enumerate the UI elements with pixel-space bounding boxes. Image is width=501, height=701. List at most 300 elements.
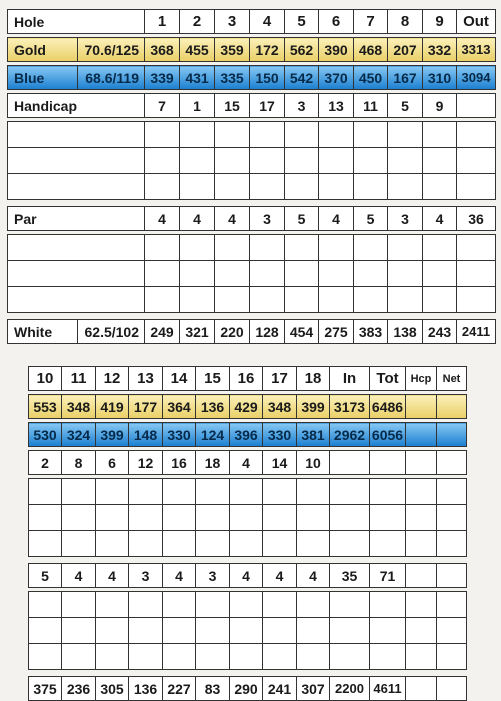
blue-tee-row [29,423,467,447]
score-cell[interactable] [370,618,406,644]
par-value: 5 [354,207,388,231]
white-yardage: 128 [250,320,285,344]
score-entry-row [29,505,467,531]
score-cell[interactable] [263,479,297,505]
gold-yardage: 348 [263,395,297,419]
score-cell[interactable] [250,122,285,148]
hole-number: 7 [354,10,388,34]
gold-yardage: 348 [62,395,96,419]
white-yardage: 321 [180,320,215,344]
score-cell[interactable] [263,531,297,557]
score-cell[interactable] [163,618,196,644]
blue-in-total: 2962 [330,423,370,447]
score-cell[interactable] [96,592,129,618]
hcp-label: Hcp [406,367,437,391]
hole-number: 16 [230,367,263,391]
score-cell[interactable] [406,644,437,670]
score-cell[interactable] [406,531,437,557]
score-cell[interactable] [129,531,163,557]
score-cell[interactable] [250,287,285,313]
par-value: 5 [29,564,62,588]
player-name-cell[interactable] [8,287,145,313]
score-entry-row [29,592,467,618]
blue-yardage: 530 [29,423,62,447]
white-yardage: 138 [388,320,423,344]
score-cell[interactable] [62,479,96,505]
score-cell[interactable] [29,618,62,644]
handicap-value: 11 [354,94,388,118]
score-cell[interactable] [297,618,330,644]
hole-number: 15 [196,367,230,391]
score-entry-row [29,531,467,557]
white-yardage: 236 [62,677,96,701]
blue-yardage: 330 [263,423,297,447]
score-cell[interactable] [263,644,297,670]
score-cell[interactable] [145,287,180,313]
score-cell[interactable] [163,644,196,670]
score-entry-row [8,122,496,148]
player-name-cell[interactable] [8,261,145,287]
handicap-value: 13 [319,94,354,118]
score-cell[interactable] [230,479,263,505]
score-cell[interactable] [129,479,163,505]
score-cell[interactable] [285,261,319,287]
blue-yardage: 381 [297,423,330,447]
score-cell[interactable] [250,261,285,287]
score-cell[interactable] [423,122,457,148]
blue-out-total: 3094 [457,66,496,90]
score-cell[interactable] [319,287,354,313]
score-cell[interactable] [129,505,163,531]
score-cell[interactable] [370,479,406,505]
handicap-hcp [406,451,437,475]
score-cell[interactable] [297,644,330,670]
gold-tee-row [29,395,467,419]
score-cell[interactable] [196,505,230,531]
score-cell[interactable] [437,479,467,505]
score-cell[interactable] [406,479,437,505]
par-hcp [406,564,437,588]
score-cell[interactable] [319,148,354,174]
score-cell[interactable] [29,505,62,531]
score-cell[interactable] [285,235,319,261]
score-cell[interactable] [230,618,263,644]
hole-number: 11 [62,367,96,391]
score-cell[interactable] [96,505,129,531]
score-cell[interactable] [62,592,96,618]
blue-yardage: 396 [230,423,263,447]
score-cell[interactable] [388,287,423,313]
score-cell[interactable] [263,618,297,644]
white-tee-label: White [8,320,78,344]
score-cell[interactable] [437,644,467,670]
score-cell[interactable] [96,479,129,505]
score-entry-row [8,261,496,287]
gold-yardage: 172 [250,38,285,62]
score-cell[interactable] [406,505,437,531]
white-grand-total: 4611 [370,677,406,701]
score-cell[interactable] [163,592,196,618]
score-cell[interactable] [354,235,388,261]
score-cell[interactable] [196,531,230,557]
score-cell[interactable] [457,174,496,200]
white-yardage: 305 [96,677,129,701]
hole-number: 18 [297,367,330,391]
score-cell[interactable] [370,531,406,557]
score-cell[interactable] [163,505,196,531]
score-cell[interactable] [437,505,467,531]
gold-yardage: 429 [230,395,263,419]
par-value: 4 [319,207,354,231]
score-cell[interactable] [196,592,230,618]
hole-number: 5 [285,10,319,34]
handicap-value: 6 [96,451,129,475]
handicap-value: 9 [423,94,457,118]
score-cell[interactable] [285,174,319,200]
hole-number: 9 [423,10,457,34]
score-cell[interactable] [330,592,370,618]
score-cell[interactable] [180,174,215,200]
score-entry-row [29,479,467,505]
white-yardage: 136 [129,677,163,701]
white-yardage: 243 [423,320,457,344]
handicap-value: 16 [163,451,196,475]
score-cell[interactable] [230,505,263,531]
par-value: 3 [196,564,230,588]
handicap-value: 14 [263,451,297,475]
score-cell[interactable] [215,235,250,261]
handicap-value: 3 [285,94,319,118]
handicap-out [457,94,496,118]
score-cell[interactable] [388,148,423,174]
par-out-total: 36 [457,207,496,231]
hole-number: 10 [29,367,62,391]
par-value: 4 [230,564,263,588]
score-cell[interactable] [437,592,467,618]
handicap-value: 4 [230,451,263,475]
score-cell[interactable] [297,531,330,557]
score-entry-row [29,644,467,670]
par-value: 3 [129,564,163,588]
net-label: Net [437,367,467,391]
white-yardage: 290 [230,677,263,701]
player-name-cell[interactable] [8,148,145,174]
score-cell[interactable] [62,531,96,557]
handicap-row [8,94,496,118]
player-name-cell[interactable] [8,235,145,261]
score-cell[interactable] [297,479,330,505]
handicap-value: 2 [29,451,62,475]
gold-hcp-cell [406,395,437,419]
score-cell[interactable] [285,148,319,174]
score-cell[interactable] [62,618,96,644]
score-cell[interactable] [388,122,423,148]
gold-tee-row [8,38,496,62]
score-cell[interactable] [297,592,330,618]
blue-yardage: 124 [196,423,230,447]
hole-number: 14 [163,367,196,391]
white-out-total: 2411 [457,320,496,344]
hole-number: 8 [388,10,423,34]
score-cell[interactable] [163,531,196,557]
score-cell[interactable] [330,531,370,557]
handicap-value: 5 [388,94,423,118]
score-cell[interactable] [354,122,388,148]
white-yardage: 220 [215,320,250,344]
score-cell[interactable] [129,644,163,670]
score-cell[interactable] [423,235,457,261]
score-cell[interactable] [263,505,297,531]
par-value: 4 [62,564,96,588]
par-value: 4 [163,564,196,588]
score-cell[interactable] [250,148,285,174]
white-tee-rating: 62.5/102 [78,320,145,344]
score-cell[interactable] [96,531,129,557]
gold-yardage: 332 [423,38,457,62]
score-entry-row [8,235,496,261]
par-net [437,564,467,588]
score-cell[interactable] [423,174,457,200]
score-cell[interactable] [96,618,129,644]
par-row [8,207,496,231]
score-cell[interactable] [388,261,423,287]
handicap-tot [370,451,406,475]
white-net-cell [437,677,467,701]
score-cell[interactable] [215,148,250,174]
score-cell[interactable] [180,235,215,261]
score-cell[interactable] [29,592,62,618]
player-name-cell[interactable] [8,122,145,148]
white-yardage: 275 [319,320,354,344]
blue-tee-rating: 68.6/119 [78,66,145,90]
score-entry-row [8,174,496,200]
gold-yardage: 419 [96,395,129,419]
score-cell[interactable] [263,592,297,618]
gold-yardage: 207 [388,38,423,62]
par-row [29,564,467,588]
gold-net-cell [437,395,467,419]
score-cell[interactable] [406,592,437,618]
gold-in-total: 3173 [330,395,370,419]
score-cell[interactable] [319,174,354,200]
blue-hcp-cell [406,423,437,447]
score-cell[interactable] [354,261,388,287]
score-cell[interactable] [370,505,406,531]
score-cell[interactable] [250,235,285,261]
gold-yardage: 553 [29,395,62,419]
score-entry-row [8,148,496,174]
hole-number: 17 [263,367,297,391]
score-cell[interactable] [180,261,215,287]
score-cell[interactable] [354,287,388,313]
in-label: In [330,367,370,391]
gold-yardage: 368 [145,38,180,62]
score-cell[interactable] [354,174,388,200]
handicap-value: 10 [297,451,330,475]
blue-yardage: 335 [215,66,250,90]
gold-yardage: 455 [180,38,215,62]
score-cell[interactable] [180,122,215,148]
blue-yardage: 399 [96,423,129,447]
par-grand-total: 71 [370,564,406,588]
score-cell[interactable] [354,148,388,174]
score-cell[interactable] [129,618,163,644]
score-cell[interactable] [215,287,250,313]
score-cell[interactable] [215,174,250,200]
handicap-net [437,451,467,475]
par-value: 4 [215,207,250,231]
score-cell[interactable] [319,261,354,287]
par-value: 4 [180,207,215,231]
score-cell[interactable] [180,148,215,174]
gold-yardage: 399 [297,395,330,419]
player-name-cell[interactable] [8,174,145,200]
score-cell[interactable] [423,261,457,287]
score-cell[interactable] [29,531,62,557]
blue-yardage: 450 [354,66,388,90]
score-cell[interactable] [196,479,230,505]
handicap-value: 17 [250,94,285,118]
white-yardage: 227 [163,677,196,701]
score-cell[interactable] [145,122,180,148]
handicap-value: 8 [62,451,96,475]
score-cell[interactable] [437,618,467,644]
par-value: 3 [250,207,285,231]
score-cell[interactable] [457,148,496,174]
par-value: 4 [423,207,457,231]
par-in-total: 35 [330,564,370,588]
par-value: 4 [263,564,297,588]
score-cell[interactable] [285,122,319,148]
white-yardage: 454 [285,320,319,344]
score-cell[interactable] [250,174,285,200]
score-cell[interactable] [457,122,496,148]
gold-yardage: 468 [354,38,388,62]
score-cell[interactable] [29,479,62,505]
gold-out-total: 3313 [457,38,496,62]
score-cell[interactable] [457,261,496,287]
score-cell[interactable] [215,261,250,287]
white-yardage: 83 [196,677,230,701]
handicap-value: 7 [145,94,180,118]
white-yardage: 383 [354,320,388,344]
hole-number: 1 [145,10,180,34]
blue-tee-row [8,66,496,90]
hole-number: 2 [180,10,215,34]
hole-number: 4 [250,10,285,34]
score-cell[interactable] [423,148,457,174]
blue-yardage: 339 [145,66,180,90]
score-cell[interactable] [62,644,96,670]
score-cell[interactable] [196,618,230,644]
gold-yardage: 359 [215,38,250,62]
blue-yardage: 542 [285,66,319,90]
hole-number: 6 [319,10,354,34]
handicap-row [29,451,467,475]
blue-grand-total: 6056 [370,423,406,447]
score-cell[interactable] [330,505,370,531]
handicap-value: 18 [196,451,230,475]
white-yardage: 375 [29,677,62,701]
score-cell[interactable] [230,644,263,670]
score-cell[interactable] [129,592,163,618]
blue-yardage: 370 [319,66,354,90]
score-cell[interactable] [423,287,457,313]
score-cell[interactable] [96,644,129,670]
white-yardage: 307 [297,677,330,701]
score-cell[interactable] [319,122,354,148]
score-cell[interactable] [406,618,437,644]
score-cell[interactable] [145,148,180,174]
blue-net-cell [437,423,467,447]
score-cell[interactable] [370,644,406,670]
white-in-total: 2200 [330,677,370,701]
handicap-label: Handicap [8,94,145,118]
score-entry-row [29,618,467,644]
score-cell[interactable] [163,479,196,505]
gold-yardage: 136 [196,395,230,419]
hole-number: 13 [129,367,163,391]
score-cell[interactable] [145,174,180,200]
score-cell[interactable] [388,235,423,261]
blue-yardage: 310 [423,66,457,90]
score-cell[interactable] [230,592,263,618]
score-cell[interactable] [62,505,96,531]
total-label: Tot [370,367,406,391]
blue-yardage: 431 [180,66,215,90]
gold-tee-label: Gold [8,38,78,62]
handicap-in [330,451,370,475]
score-cell[interactable] [29,644,62,670]
score-cell[interactable] [297,505,330,531]
score-cell[interactable] [457,287,496,313]
white-yardage: 249 [145,320,180,344]
par-value: 3 [388,207,423,231]
score-cell[interactable] [330,618,370,644]
white-yardage: 241 [263,677,297,701]
score-cell[interactable] [370,592,406,618]
white-hcp-cell [406,677,437,701]
score-cell[interactable] [457,235,496,261]
score-cell[interactable] [285,287,319,313]
score-cell[interactable] [319,235,354,261]
score-cell[interactable] [437,531,467,557]
handicap-value: 12 [129,451,163,475]
front-nine-scorecard [7,9,496,344]
blue-yardage: 150 [250,66,285,90]
gold-yardage: 562 [285,38,319,62]
blue-yardage: 330 [163,423,196,447]
score-cell[interactable] [145,261,180,287]
gold-tee-rating: 70.6/125 [78,38,145,62]
score-cell[interactable] [215,122,250,148]
score-cell[interactable] [330,644,370,670]
blue-tee-label: Blue [8,66,78,90]
par-label: Par [8,207,145,231]
score-cell[interactable] [230,531,263,557]
par-value: 4 [96,564,129,588]
score-cell[interactable] [330,479,370,505]
score-entry-row [8,287,496,313]
score-cell[interactable] [180,287,215,313]
gold-grand-total: 6486 [370,395,406,419]
white-tee-row [29,677,467,701]
back-nine-scorecard [28,366,467,701]
gold-yardage: 177 [129,395,163,419]
score-cell[interactable] [145,235,180,261]
score-cell[interactable] [196,644,230,670]
score-cell[interactable] [388,174,423,200]
